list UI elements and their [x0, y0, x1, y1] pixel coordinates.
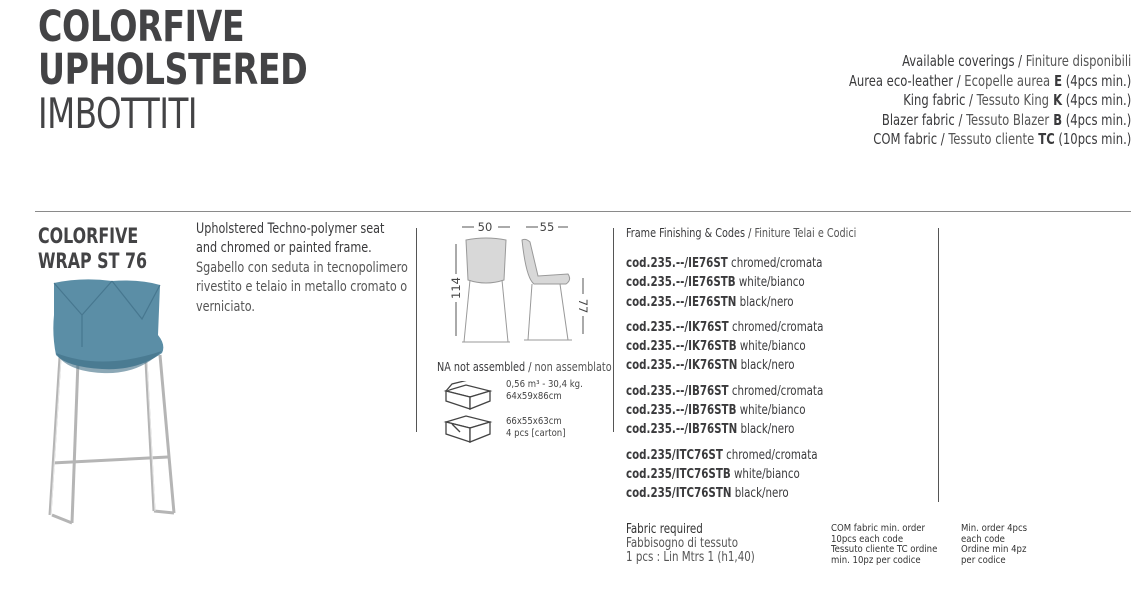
- covering-code: E: [1049, 71, 1062, 90]
- column-divider-2: [613, 228, 614, 432]
- box-icon: [442, 381, 494, 411]
- min-note-2: each code: [961, 533, 1005, 545]
- finish-name: white/bianco: [736, 339, 806, 355]
- min-note-3: Ordine min 4pz: [961, 544, 1027, 556]
- packaging-header: [437, 359, 612, 374]
- finish-name: white/bianco: [736, 403, 806, 419]
- min-note-1: Min. order 4pcs: [961, 523, 1028, 534]
- coverings-list: [849, 52, 1131, 150]
- product-code: cod.235.--/IE76STN: [626, 294, 737, 310]
- covering-en: King fabric /: [902, 91, 977, 110]
- product-name: [38, 224, 147, 274]
- finish-name: white/bianco: [730, 466, 800, 482]
- packaging-header-it: non assemblato: [534, 359, 612, 374]
- fabric-required: [626, 523, 755, 565]
- code-group: [626, 254, 823, 312]
- covering-min: (10pcs min.): [1054, 130, 1131, 149]
- code-group: [626, 318, 823, 376]
- covering-it: Tessuto King: [976, 91, 1049, 110]
- product-code: cod.235.--/IE76STB: [626, 275, 736, 291]
- box2-size: 66x55x63cm: [506, 416, 562, 427]
- finish-name: black/nero: [736, 294, 794, 310]
- code-row: [626, 318, 823, 337]
- box1-size: 64x59x86cm: [506, 391, 562, 402]
- code-row: [626, 337, 823, 356]
- fabric-line-3: 1 pcs : Lin Mtrs 1 (h1,40): [626, 550, 755, 565]
- product-description: [196, 220, 420, 317]
- stool-frame: [50, 355, 174, 523]
- page-title: [38, 2, 308, 138]
- carton-icon: [442, 412, 494, 444]
- code-row: [626, 356, 823, 375]
- code-row: [626, 465, 823, 484]
- com-note-2: 10pcs each code: [831, 533, 904, 545]
- product-code: cod.235.--/IK76STB: [626, 339, 737, 355]
- covering-en: COM fabric /: [872, 130, 949, 149]
- covering-code: B: [1048, 110, 1062, 129]
- product-code: cod.235.--/IB76ST: [626, 383, 729, 399]
- min-note-4: per codice: [961, 554, 1006, 566]
- covering-en: Blazer fabric /: [881, 110, 966, 129]
- covering-row: [849, 91, 1131, 111]
- com-order-note: [831, 524, 937, 566]
- code-row: [626, 273, 823, 292]
- finish-name: chromed/cromata: [728, 383, 824, 399]
- code-row: [626, 401, 823, 420]
- packaging-header-en: NA not assembled /: [437, 359, 532, 374]
- covering-min: (4pcs min.): [1061, 91, 1131, 110]
- dim-depth: 55: [539, 220, 555, 234]
- frame-header-en: Frame Finishing & Codes /: [626, 225, 752, 240]
- finish-name: chromed/cromata: [728, 319, 824, 335]
- fabric-line-2: Fabbisogno di tessuto: [626, 536, 739, 551]
- finish-name: white/bianco: [735, 275, 805, 291]
- product-name-line-2: WRAP ST 76: [38, 249, 148, 273]
- code-row: [626, 420, 823, 439]
- finish-name: black/nero: [737, 358, 795, 374]
- description-en-2: and chromed or painted frame.: [196, 240, 372, 257]
- product-code: cod.235.--/IK76STN: [626, 358, 738, 374]
- covering-row: [849, 72, 1131, 92]
- com-note-3: Tessuto cliente TC ordine: [831, 544, 938, 556]
- covering-it: Tessuto cliente: [948, 130, 1034, 149]
- min-order-note: [961, 524, 1027, 566]
- covering-it: Tessuto Blazer: [965, 110, 1049, 129]
- covering-code: K: [1048, 91, 1062, 110]
- code-row: [626, 293, 823, 312]
- frame-header-it: Finiture Telai e Codici: [754, 225, 857, 240]
- box2-pieces: 4 pcs [carton]: [506, 428, 566, 439]
- dim-width: 50: [477, 220, 493, 234]
- code-row: [626, 446, 823, 465]
- covering-code: TC: [1033, 130, 1055, 149]
- finish-name: black/nero: [737, 422, 795, 438]
- front-view-drawing: [462, 238, 510, 342]
- covering-it: Finiture disponibili: [1025, 52, 1131, 70]
- product-code: cod.235.--/IB76STN: [626, 422, 738, 438]
- covering-en: Available coverings /: [901, 52, 1026, 70]
- code-row: [626, 484, 823, 503]
- covering-en: Aurea eco-leather /: [848, 71, 965, 90]
- product-code: cod.235.--/IB76STB: [626, 403, 737, 419]
- product-code: cod.235/ITC76STB: [626, 466, 731, 482]
- product-code: cod.235.--/IE76ST: [626, 256, 728, 271]
- box1-info: [506, 379, 583, 403]
- frame-header: [626, 225, 856, 240]
- fabric-line-1: Fabric required: [626, 522, 703, 537]
- finish-name: chromed/cromata: [722, 447, 818, 463]
- title-line-1: COLORFIVE: [38, 2, 245, 52]
- column-divider-1: [416, 228, 417, 432]
- covering-it: Ecopelle aurea: [964, 71, 1050, 90]
- description-it-3: verniciato.: [196, 298, 255, 315]
- covering-row: [849, 111, 1131, 131]
- box2-info: [506, 416, 566, 440]
- side-view-drawing: [522, 239, 572, 340]
- product-code: cod.235/ITC76ST: [626, 447, 723, 463]
- covering-min: (4pcs min.): [1061, 71, 1131, 90]
- description-it-1: Sgabello con seduta in tecnopolimero: [196, 259, 408, 276]
- com-note-4: min. 10pz per codice: [831, 554, 921, 566]
- description-en-1: Upholstered Techno-polymer seat: [196, 221, 385, 237]
- code-group: [626, 382, 823, 440]
- product-code: cod.235.--/IK76ST: [626, 319, 729, 335]
- dimension-drawing: [440, 218, 590, 358]
- column-divider-3: [938, 228, 939, 502]
- description-it-2: rivestito e telaio in metallo cromato o: [196, 279, 408, 296]
- covering-min: (4pcs min.): [1061, 110, 1131, 129]
- dim-seat-height: 77: [576, 298, 590, 314]
- covering-row: [849, 52, 1131, 72]
- divider: [35, 211, 1131, 212]
- dim-height: 114: [449, 277, 463, 299]
- com-note-1: COM fabric min. order: [831, 523, 926, 534]
- finish-name: black/nero: [731, 486, 789, 502]
- frame-codes: [626, 254, 823, 510]
- product-code: cod.235/ITC76STN: [626, 486, 732, 502]
- finish-name: chromed/cromata: [727, 256, 823, 271]
- code-group: [626, 446, 823, 504]
- stool-photo: [42, 275, 182, 525]
- covering-row: [849, 130, 1131, 150]
- title-line-2: UPHOLSTERED: [38, 45, 308, 95]
- code-row: [626, 382, 823, 401]
- product-name-line-1: COLORFIVE: [38, 224, 139, 248]
- title-line-3: IMBOTTITI: [38, 89, 198, 138]
- code-row: [626, 254, 823, 273]
- box1-volume-weight: 0,56 m³ - 30,4 kg.: [506, 379, 583, 390]
